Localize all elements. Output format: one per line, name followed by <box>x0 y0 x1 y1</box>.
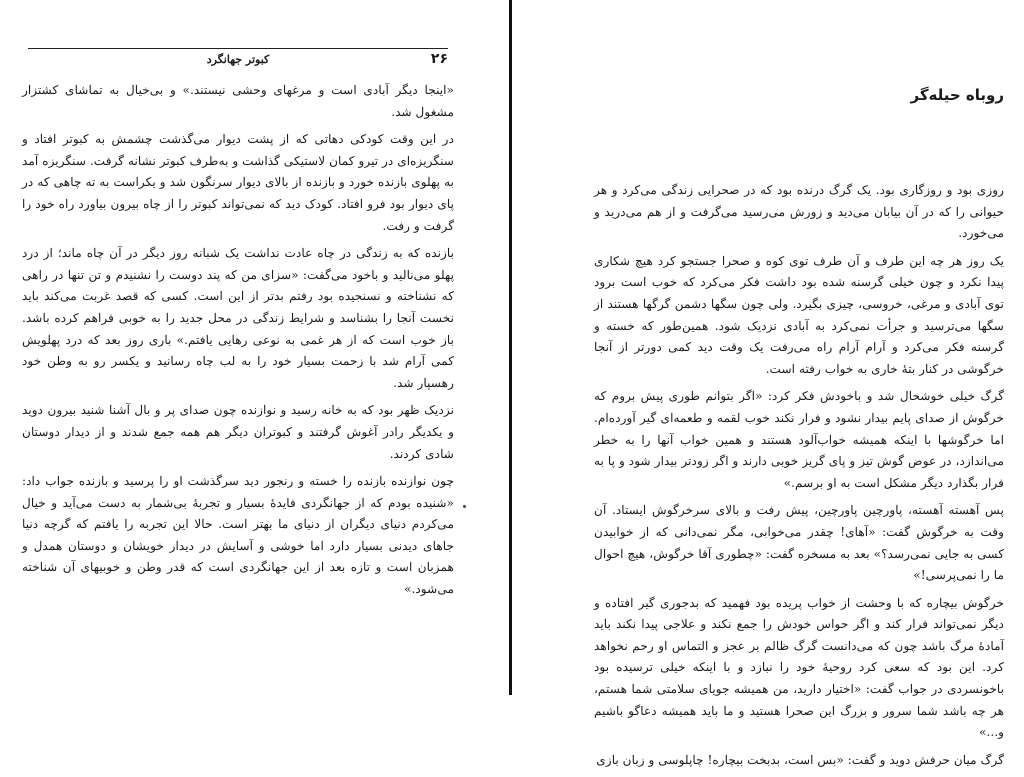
paragraph: پس آهسته آهسته، پاورچین پاورچین، پیش رفت و بالای سرخرگوش ایستاد. آن وقت به خرگوش گفت: «آهای! چقدر می‌خوابی، مگر نمی‌دانی که از خوابیدن کسی به جایی نمی‌رسد؟» بعد به مسخره گفت: «چطوری آقا خرگوش، هیچ احوال ما را نمی‌پرسی!» <box>594 503 1004 583</box>
paragraph: چون نوازنده بازنده را خسته و رنجور دید سرگذشت او را پرسید و بازنده جواب داد: «شنیده بودم که از جهانگردی فایدهٔ بسیار و تجربهٔ بی‌شمار به دست می‌آید و خیال می‌کردم دنیای دیگران از دنیای ما بهتر است. حالا این تجربه را یافتم که گرچه دنیا جاهای دیدنی بسیار دارد اما خوشی و آسایش در دیدار خویشان و دوستان همدل و همزبان است و تازه بعد از این جهانگردی است که قدر وطن و خوبیهای آن شناخته می‌شود.» <box>22 474 454 597</box>
paragraph: خرگوش بیچاره که با وحشت از خواب پریده بود فهمید که بدجوری گیر افتاده و دیگر نمی‌تواند فرار کند و اگر حواس خودش را جمع نکند و علاجی پیدا نکند باید آمادهٔ مرگ باشد چون که می‌دانست گرگ ظالم بر عجز و التماس او رحم نخواهد کرد. این بود که سعی کرد روحیهٔ خود را نبازد و با اینکه خیلی ترسیده بود باخونسردی در جواب گفت: «اختیار دارید، من همیشه جویای سلامتی شما هستم، هر چه باشد شما سرور و بزرگ این صحرا هستید و ما باید همیشه دعاگو باشیم و...» <box>594 595 1004 740</box>
paragraph: در این وقت کودکی دهاتی که از پشت دیوار می‌گذشت چشمش به کبوتر افتاد و سنگریزه‌ای در تیرو کمان لاستیکی گذاشت و به‌طرف کبوتر نشانه گرفت. سنگریزه آمد به پهلوی بازنده خورد و بازنده از بالای دیوار سرنگون شد و یکراست به ته چاهی که در پای دیوار بود فرو افتاد. کودک دید که نمی‌تواند کبوتر را از چاه بیرون بیاورد راه خود را گرفت و رفت. <box>22 132 454 233</box>
paragraph: گرگ میان حرفش دوید و گفت: «بس است، بدبخت بیچاره! چاپلوسی و زبان بازی <box>596 752 1004 767</box>
left-page <box>22 0 454 695</box>
paragraph: بازنده که به زندگی در چاه عادت نداشت یک شبانه روز دیگر در آن چاه ماند؛ از درد پهلو می‌نالید و باخود می‌گفت: «سزای من که پند دوست را نشنیدم و تن تنها در راهی که نشناخته و نسنجیده بود رفتم بدتر از این است. کسی که قصد غربت می‌کند باید نخست آنجا را بشناسد و شرایط زندگی در محل جدید را به خوبی فراهم کرده باشد. باز خوب است که از هر غمی به نوعی رهایی یافتم.» باری روز بعد که درد پهلویش کمی آرام شد با زحمت بسیار خود را به لب چاه رسانید و یکسر رو به وطن خود رهسپار شد. <box>22 246 454 390</box>
story-title: روباه حیله‌گر <box>910 86 1004 104</box>
right-page <box>594 0 1004 767</box>
paragraph: نزدیک ظهر بود که به خانه رسید و نوازنده چون صدای پر و بال آشنا شنید بیرون دوید و یکدیگر رادر آغوش گرفتند و کبوتران دیگر هم همه جمع شدند و از دیدار دوستان شادی کردند. <box>22 403 454 461</box>
paragraph: روزی بود و روزگاری بود. یک گرگ درنده بود که در صحرایی زندگی می‌کرد و هر حیوانی را که در آن بیابان می‌دید و زورش می‌رسید می‌گرفت و از هم می‌درید و می‌خورد. <box>594 183 1004 241</box>
margin-dot <box>463 505 466 508</box>
right-page-body <box>594 180 1004 777</box>
paragraph: «اینجا دیگر آبادی است و مرغهای وحشی نیستند.» و بی‌خیال به تماشای کشتزار مشغول شد. <box>22 83 454 119</box>
book-title: کبوتر جهانگرد <box>206 53 270 66</box>
page-number: ۲۶ <box>430 51 448 67</box>
paragraph: یک روز هر چه این طرف و آن طرف توی کوه و صحرا جستجو کرد هیچ شکاری پیدا نکرد و چون خیلی گرسنه شده بود داشت فکر می‌کرد که خوب است برود توی آبادی و مرغی، خروسی، چیزی بگیرد. ولی چون سگها دشمن گرگها هستند از سگها می‌ترسید و جرأت نمی‌کرد به آبادی نزدیک شود. همین‌طور که خسته و گرسنه فکر می‌کرد و آرام آرام راه می‌رفت یک وقت دید کمی دورتر از آنجا خرگوشی در کنار بتهٔ خاری به خواب رفته است. <box>594 253 1004 376</box>
paragraph: گرگ خیلی خوشحال شد و باخودش فکر کرد: «اگر بتوانم طوری پیش بروم که خرگوش از صدای پایم بیدار نشود و فرار نکند خوب لقمه و طعمه‌ای گیر آورده‌ام. اما خرگوشها با اینکه همیشه خواب‌آلود هستند و همین خواب آنها را به خطر می‌اندازد، در عوض گوش تیز و پای گریز خوبی دارند و اگر زودتر بیدار شود و پا به فرار بگذارد دیگر مشکل است به او برسم.» <box>594 389 1004 490</box>
running-head <box>28 48 448 71</box>
page-gutter-divider <box>509 0 512 695</box>
left-page-body <box>22 80 454 607</box>
